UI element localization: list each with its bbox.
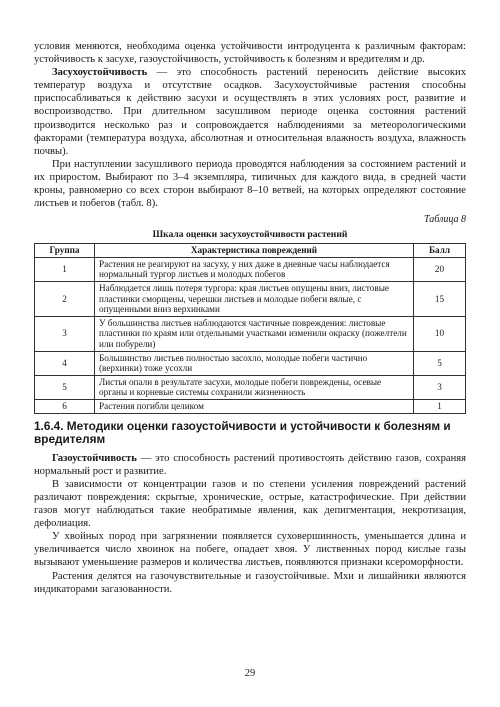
term-drought-resistance: Засухоустойчивость <box>52 67 148 79</box>
cell-score: 3 <box>414 375 466 399</box>
text-block-top <box>34 40 466 210</box>
cell-description: Растения погибли целиком <box>95 399 414 413</box>
term-gas-resistance: Газоустойчивость <box>52 452 137 464</box>
paragraph: Газоустойчивость — это способность растений противостоять действию газов, сохраняя нормальный рост и развитие. <box>34 452 466 477</box>
paragraph: В зависимости от концентрации газов и по степени усиления повреждений растений различают повреждения: скрытые, хронические, острые, катастрофические. При действии газов могут наблюдаться такие необратимые явления, как депигментация, некротизация, дефолиация. <box>34 478 466 530</box>
header-description: Характеристика повреждений <box>95 244 414 258</box>
cell-score: 10 <box>414 316 466 351</box>
paragraph: Растения делятся на газочувствительные и газоустойчивые. Мхи и лишайники являются индикаторами загазованности. <box>34 570 466 595</box>
section-heading: 1.6.4. Методики оценки газоустойчивости и устойчивости к болезням и вредителям <box>34 418 451 447</box>
header-score: Балл <box>414 244 466 258</box>
table-row <box>35 399 466 413</box>
table-header-row <box>35 244 466 258</box>
cell-description: У большинства листьев наблюдаются частичные повреждения: листовые пластинки по краям или отдельными участками изменили окраску (пожелтели или побурели) <box>95 316 414 351</box>
cell-group: 3 <box>35 316 95 351</box>
cell-description: Листья опали в результате засухи, молодые побеги повреждены, осевые органы и корневые системы сохранили жизненность <box>95 375 414 399</box>
cell-description: Растения не реагируют на засуху, у них даже в дневные часы наблюдается нормальный тургор листьев и молодых побегов <box>95 257 414 281</box>
cell-description: Наблюдается лишь потеря тургора: края листьев опущены вниз, листовые пластинки сморщены, черешки листьев и молодые побеги вялые, с опущенными вниз верхинками <box>95 282 414 317</box>
cell-score: 20 <box>414 257 466 281</box>
paragraph: условия меняются, необходима оценка устойчивости интродуцента к различным факторам: устойчивость к засухе, газоустойчивость, устойчивость к болезням и вредителям и др. <box>34 41 466 66</box>
page-number: 29 <box>244 668 256 679</box>
cell-group: 2 <box>35 282 95 317</box>
table-title: Шкала оценки засухоустойчивости растений <box>152 229 348 241</box>
table-row <box>35 257 466 281</box>
cell-score: 5 <box>414 351 466 375</box>
cell-score: 15 <box>414 282 466 317</box>
table-row <box>35 351 466 375</box>
paragraph: Засухоустойчивость — это способность растений переносить действие высоких температур воздуха и отсутствие осадков. Засухоустойчивые растения способны приспосабливаться к действию засухи и осуществлять в этих условиях рост, развитие и воспроизводство. При длительном засушливом периоде оценка состояния растений производится несколько раз и сопровождается наблюдениями за метеорологическими факторами (температура воздуха, абсолютная и относительная влажность воздуха, влажность почвы). <box>34 67 466 157</box>
paragraph: У хвойных пород при загрязнении появляется суховершинность, уменьшается длина и увеличивается число хвоинок на побеге, опадает хвоя. У лиственных пород кислые газы вызывают уменьшение размеров и количества листьев, появляются признаки ксероморфности. <box>34 531 466 569</box>
text-block-bottom <box>34 452 466 596</box>
cell-group: 4 <box>35 351 95 375</box>
cell-description: Большинство листьев полностью засохло, молодые побеги частично (верхинки) тоже усохли <box>95 351 414 375</box>
paragraph: При наступлении засушливого периода проводятся наблюдения за состоянием растений и их приростом. Выбирают по 3–4 экземпляра, типичных для каждого вида, в средней части кроны, равномерно со всех сторон выбирают 8–10 ветвей, на которых определяют состояние листьев и побегов (табл. 8). <box>34 158 466 210</box>
table-row <box>35 375 466 399</box>
drought-resistance-table <box>34 243 466 413</box>
table-row <box>35 282 466 317</box>
cell-score: 1 <box>414 399 466 413</box>
table-row <box>35 316 466 351</box>
cell-group: 5 <box>35 375 95 399</box>
header-group: Группа <box>35 244 95 258</box>
table-caption: Таблица 8 <box>424 214 466 226</box>
cell-group: 6 <box>35 399 95 413</box>
cell-group: 1 <box>35 257 95 281</box>
